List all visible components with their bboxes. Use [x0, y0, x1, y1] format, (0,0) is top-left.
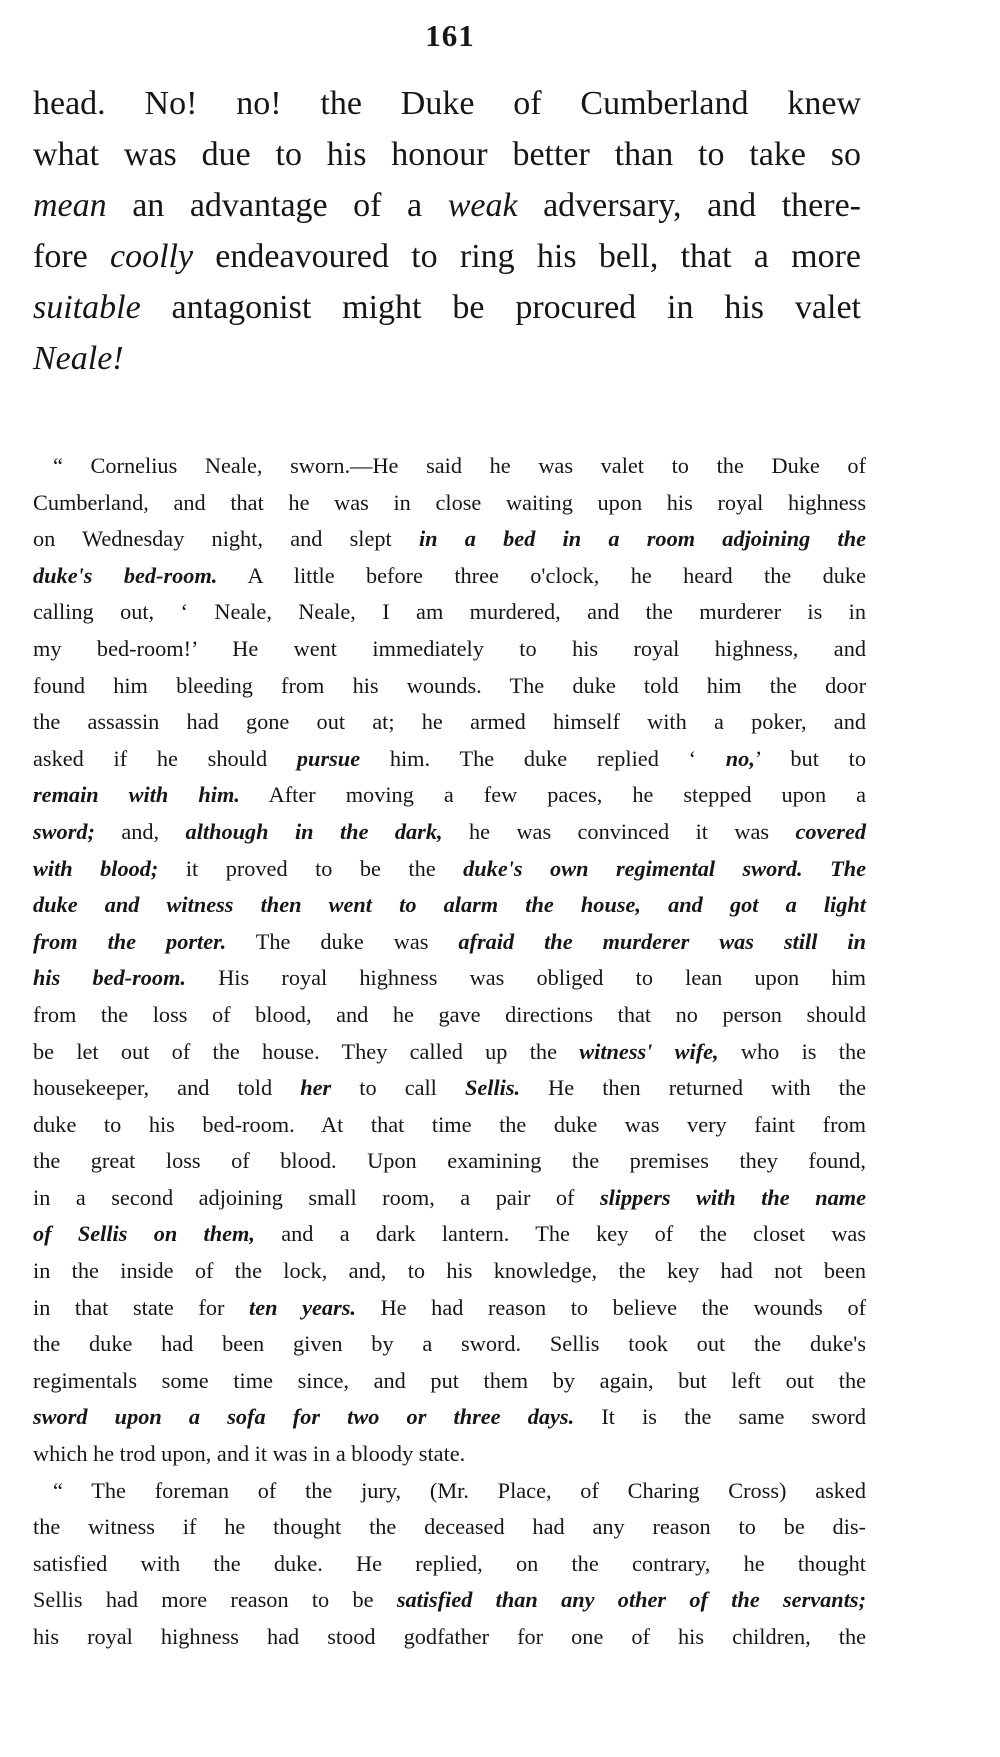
emphasized-text: coolly: [109, 238, 194, 275]
emphasized-text: witness' wife,: [579, 1038, 719, 1064]
text-segment: “ The foreman of the jury, (Mr. Place, of Charing Cross) asked: [53, 1477, 866, 1503]
emphasized-text: although in the dark,: [185, 818, 443, 844]
emphasized-text: ten years.: [249, 1294, 356, 1320]
text-segment: he was convinced it was: [442, 818, 796, 844]
testimony-text: [33, 448, 866, 1656]
page-number: 161: [425, 18, 475, 53]
text-segment: be let out of the house. They called up the: [33, 1038, 580, 1064]
text-line: [33, 558, 866, 595]
text-line: [33, 1290, 866, 1327]
emphasized-text: duke's bed-room.: [33, 562, 218, 588]
text-line: [33, 851, 866, 888]
text-line: [33, 997, 866, 1034]
text-segment: him. The duke replied ‘: [360, 745, 726, 771]
emphasized-text: in a bed in a room adjoining the: [418, 526, 866, 552]
text-line: [33, 1070, 866, 1107]
text-segment: in that state for: [33, 1294, 250, 1320]
emphasized-text: his bed-room.: [33, 965, 186, 991]
text-line: [33, 78, 861, 129]
text-segment: A little before three o'clock, he heard the duke: [217, 562, 866, 588]
emphasized-text: pursue: [296, 745, 361, 771]
text-line: [33, 924, 866, 961]
text-segment: my bed-room!’ He went immediately to his royal highness, and: [33, 635, 866, 661]
text-segment: After moving a few paces, he stepped upon a: [239, 782, 867, 808]
text-line: [33, 1399, 866, 1436]
text-segment: to call: [331, 1075, 465, 1101]
text-segment: what was due to his honour better than to take so: [33, 136, 861, 173]
emphasized-text: sword upon a sofa for two or three days.: [33, 1404, 575, 1430]
text-line: [33, 333, 861, 384]
text-segment: housekeeper, and told: [33, 1075, 301, 1101]
text-segment: in the inside of the lock, and, to his knowledge, the key had not been: [33, 1258, 866, 1284]
text-line: [33, 1473, 866, 1510]
text-line: [33, 777, 866, 814]
emphasized-text: covered: [795, 818, 867, 844]
text-segment: regimentals some time since, and put them by again, but left out the: [33, 1367, 866, 1393]
text-segment: head. No! no! the Duke of Cumberland knew: [33, 85, 861, 122]
emphasized-text: afraid the murderer was still in: [458, 928, 866, 954]
text-segment: He then returned with the: [520, 1075, 867, 1101]
text-segment: His royal highness was obliged to lean upon him: [186, 965, 867, 991]
text-line: [33, 594, 866, 631]
emphasized-text: with blood;: [33, 855, 159, 881]
text-line: [33, 704, 866, 741]
text-segment: It is the same sword: [574, 1404, 866, 1430]
emphasized-text: duke and witness then went to alarm the house, and got a light: [33, 892, 866, 918]
text-segment: found him bleeding from his wounds. The duke told him the door: [33, 672, 866, 698]
text-line: [33, 631, 866, 668]
text-segment: which he trod upon, and it was in a bloody state.: [33, 1441, 466, 1467]
text-segment: ’ but to: [754, 745, 866, 771]
text-segment: in a second adjoining small room, a pair of: [33, 1184, 600, 1210]
text-segment: He had reason to believe the wounds of: [355, 1294, 867, 1320]
text-segment: the assassin had gone out at; he armed himself with a poker, and: [33, 709, 866, 735]
text-line: [33, 668, 866, 705]
text-segment: on Wednesday night, and slept: [33, 526, 419, 552]
text-line: [33, 282, 861, 333]
text-segment: an advantage of a: [106, 187, 448, 224]
text-line: [33, 1253, 866, 1290]
emphasized-text: from the porter.: [33, 928, 227, 954]
text-segment: Cumberland, and that he was in close waiting upon his royal highness: [33, 489, 866, 515]
text-line: [33, 485, 866, 522]
text-segment: endeavoured to ring his bell, that a more: [193, 238, 861, 275]
text-line: [33, 180, 861, 231]
emphasized-text: Neale!: [33, 340, 124, 377]
emphasized-text: sword;: [33, 818, 95, 844]
text-segment: the witness if he thought the deceased had any reason to be dis-: [33, 1514, 866, 1540]
text-line: [33, 887, 866, 924]
intro-paragraph: [33, 78, 861, 384]
emphasized-text: satisfied than any other of the servants;: [396, 1587, 866, 1613]
text-segment: his royal highness had stood godfather for one of his children, the: [33, 1624, 866, 1649]
text-line: [33, 1180, 866, 1217]
text-line: [33, 1436, 866, 1473]
text-line: [33, 129, 861, 180]
text-line: [33, 231, 861, 282]
text-line: [33, 1363, 866, 1400]
emphasized-text: duke's own regimental sword. The: [463, 855, 867, 881]
text-segment: the great loss of blood. Upon examining the premises they found,: [33, 1148, 866, 1174]
text-segment: the duke had been given by a sword. Sellis took out the duke's: [33, 1331, 866, 1357]
text-segment: fore: [33, 238, 110, 275]
text-line: [33, 741, 866, 778]
emphasized-text: remain with him.: [33, 782, 240, 808]
emphasized-text: weak: [447, 187, 518, 224]
text-segment: and a dark lantern. The key of the closet was: [254, 1221, 867, 1247]
text-segment: duke to his bed-room. At that time the duke was very faint from: [33, 1111, 866, 1137]
text-segment: antagonist might be procured in his valet: [140, 289, 861, 326]
text-segment: who is the: [718, 1038, 866, 1064]
text-segment: it proved to be the: [158, 855, 464, 881]
text-segment: satisfied with the duke. He replied, on the contrary, he thought: [33, 1550, 866, 1576]
text-segment: asked if he should: [33, 745, 297, 771]
emphasized-text: no,: [725, 745, 755, 771]
neale-testimony-paragraph: [33, 448, 866, 1473]
text-line: [33, 1582, 866, 1619]
emphasized-text: her: [300, 1075, 332, 1101]
text-line: [33, 1509, 866, 1546]
text-segment: and,: [94, 818, 186, 844]
text-line: [33, 1326, 866, 1363]
text-segment: adversary, and there-: [517, 187, 861, 224]
emphasized-text: of Sellis on them,: [33, 1221, 255, 1247]
emphasized-text: Sellis.: [464, 1075, 521, 1101]
text-segment: The duke was: [226, 928, 459, 954]
text-line: [33, 814, 866, 851]
text-line: [33, 521, 866, 558]
emphasized-text: suitable: [33, 289, 141, 326]
text-line: [33, 960, 866, 997]
text-line: [33, 1546, 866, 1583]
emphasized-text: slippers with the name: [599, 1184, 866, 1210]
text-line: [33, 1619, 866, 1656]
text-line: [33, 1143, 866, 1180]
foreman-paragraph: [33, 1473, 866, 1656]
text-segment: calling out, ‘ Neale, Neale, I am murdered, and the murderer is in: [33, 599, 866, 625]
text-line: [33, 1034, 866, 1071]
text-line: [33, 1216, 866, 1253]
text-line: [33, 1107, 866, 1144]
text-segment: Sellis had more reason to be: [33, 1587, 397, 1613]
text-line: [33, 448, 866, 485]
text-segment: “ Cornelius Neale, sworn.—He said he was valet to the Duke of: [53, 453, 866, 478]
text-segment: from the loss of blood, and he gave directions that no person should: [33, 1001, 866, 1027]
emphasized-text: mean: [33, 187, 107, 224]
